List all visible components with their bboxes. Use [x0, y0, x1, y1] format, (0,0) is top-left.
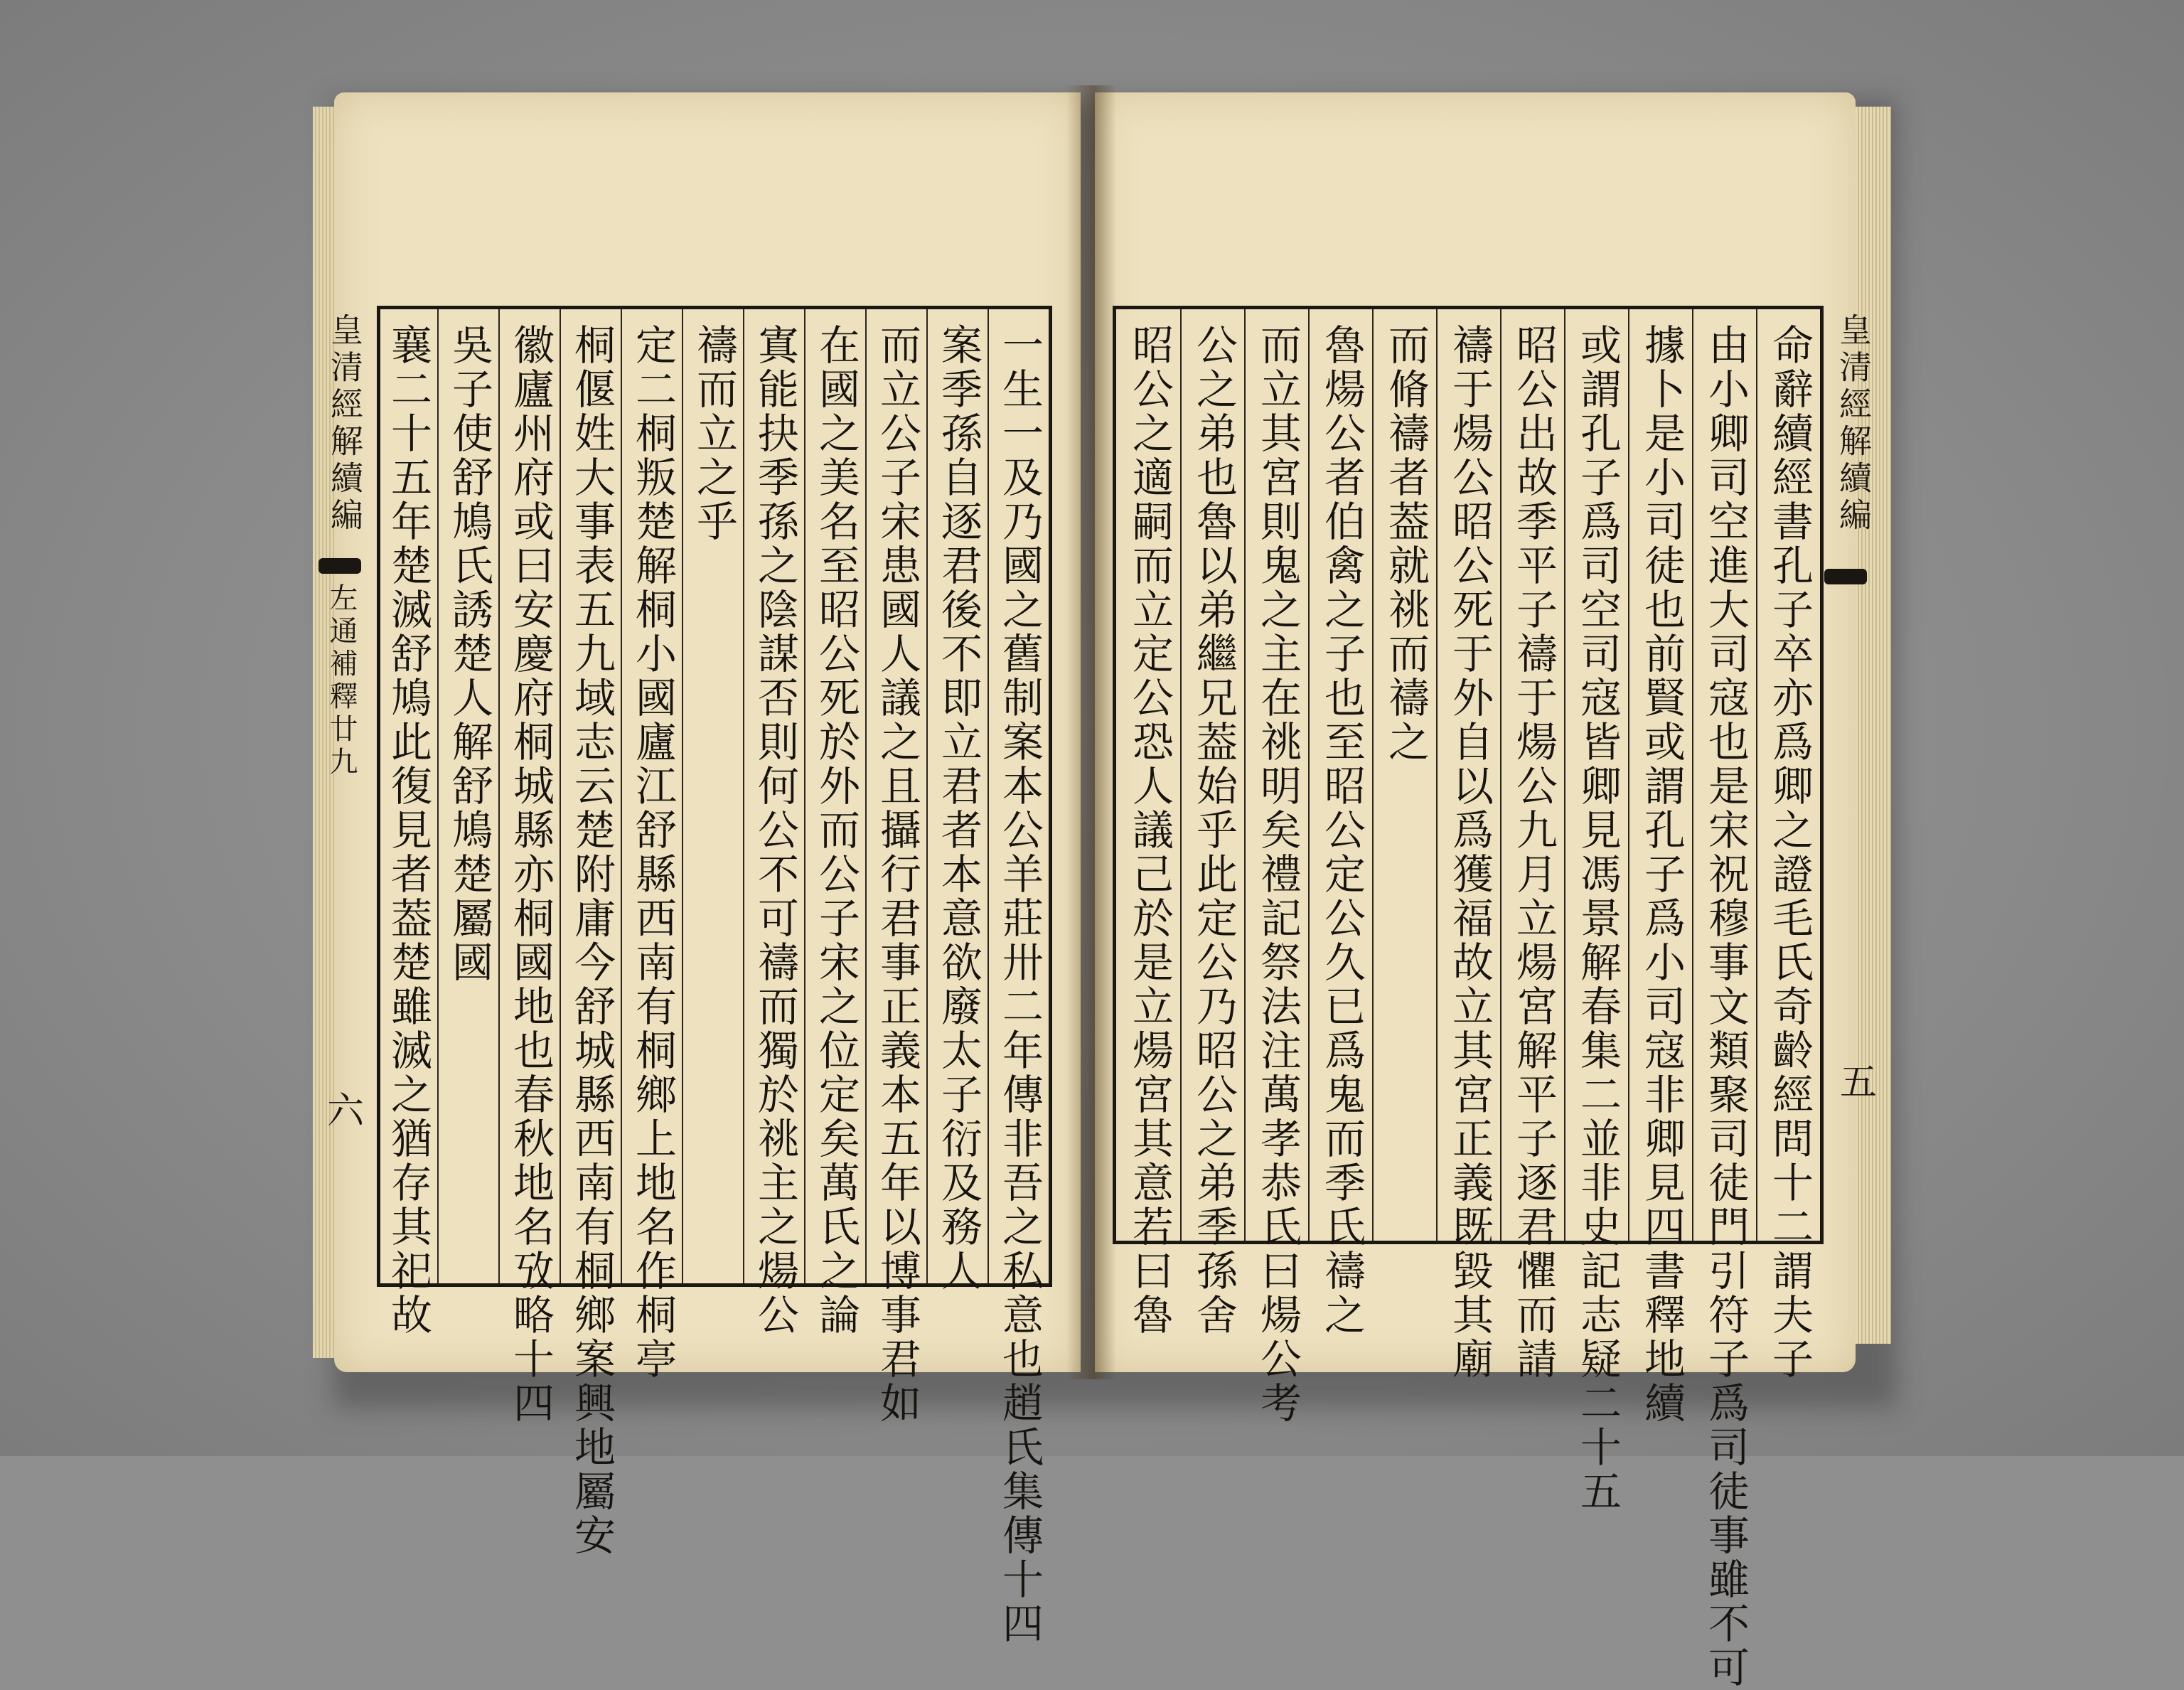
column-rule: [1692, 309, 1693, 1241]
text-column: 禱而立之乎: [690, 323, 738, 544]
left-margin-section: 左通補釋廿九: [325, 583, 358, 779]
column-rule: [1564, 309, 1565, 1241]
text-column: 在國之美名至昭公死於外而公子宋之位定矣萬氏之論: [812, 323, 860, 1337]
text-column: 而脩禱者葢就祧而禱之: [1381, 323, 1430, 764]
column-rule: [1372, 309, 1374, 1241]
column-rule: [1244, 309, 1246, 1241]
column-rule: [621, 309, 622, 1283]
column-rule: [498, 309, 500, 1283]
text-column: 桐偃姓大事表五九域志云楚附庸今舒城縣西南有桐鄉案興地屬安: [567, 323, 616, 1558]
column-rule: [1628, 309, 1629, 1241]
column-rule: [1308, 309, 1310, 1241]
right-fish-tail-mark: [1824, 569, 1867, 584]
column-rule: [865, 309, 867, 1283]
column-rule: [926, 309, 928, 1283]
right-text-frame: [1113, 306, 1824, 1690]
column-rule: [682, 309, 683, 1283]
column-rule: [1436, 309, 1438, 1241]
text-column: 命辭續經書孔子卒亦爲卿之證毛氏奇齡經問十二謂夫子: [1765, 323, 1814, 1381]
text-column: 襄二十五年楚滅舒鳩此復見者葢楚雖滅之猶存其祀故: [384, 323, 432, 1337]
column-rule: [437, 309, 439, 1283]
text-column: 寘能抉季孫之陰謀否則何公不可禱而獨於祧主之煬公: [751, 323, 799, 1337]
text-column: 昭公之適嗣而立定公恐人議己於是立煬宮其意若曰魯: [1125, 323, 1174, 1337]
column-rule: [1756, 309, 1757, 1241]
right-folio-number: 五: [1840, 1061, 1878, 1104]
column-rule: [987, 309, 989, 1283]
text-column: 魯煬公者伯禽之子也至昭公定公久已爲鬼而季氏禱之: [1317, 323, 1366, 1337]
text-column: 定二桐叛楚解桐小國廬江舒縣西南有桐鄉上地名作桐亭: [628, 323, 677, 1381]
text-column: 吳子使舒鳩氏誘楚人解舒鳩楚屬國: [445, 323, 493, 985]
column-rule: [1500, 309, 1502, 1241]
column-rule: [743, 309, 744, 1283]
text-column: 徽廬州府或曰安慶府桐城縣亦桐國地也春秋地名攷略十四: [506, 323, 555, 1426]
text-column: 由小卿司空進大司寇也是宋祝穆事文類聚司徒門引符子爲司徒事雖不可: [1701, 323, 1750, 1690]
left-fish-tail-mark: [318, 558, 361, 574]
column-rule: [560, 309, 561, 1283]
text-column: 而立公子宋患國人議之且攝行君事正義本五年以博事君如: [873, 323, 921, 1426]
column-rule: [804, 309, 805, 1283]
left-text-frame: [377, 306, 1052, 1646]
text-column: 公之弟也魯以弟繼兄葢始乎此定公乃昭公之弟季孫舍: [1189, 323, 1238, 1337]
column-rule: [1180, 309, 1182, 1241]
text-column: 而立其宮則鬼之主在祧明矣禮記祭法注萬孝恭氏曰煬公考: [1253, 323, 1302, 1426]
text-column: 禱于煬公昭公死于外自以爲獲福故立其宮正義既毀其廟: [1445, 323, 1494, 1381]
left-margin-title: 皇清經解續編: [326, 313, 364, 535]
text-column: 一生一及乃國之舊制案本公羊莊卅二年傳非吾之私意也趙氏集傳十四: [995, 323, 1044, 1646]
text-column: 案季孫自逐君後不即立君者本意欲廢太子衍及務人: [934, 323, 983, 1293]
right-margin-title: 皇清經解續編: [1834, 313, 1873, 535]
text-column: 或謂孔子爲司空司寇皆卿見馮景解春集二並非史記志疑二十五: [1573, 323, 1622, 1514]
text-column: 據卜是小司徒也前賢或謂孔子爲小司寇非卿見四書釋地續: [1637, 323, 1686, 1426]
text-column: 昭公出故季平子禱于煬公九月立煬宮解平子逐君懼而請: [1509, 323, 1558, 1381]
book-gutter: [1066, 85, 1116, 1379]
left-folio-number: 六: [327, 1090, 365, 1133]
